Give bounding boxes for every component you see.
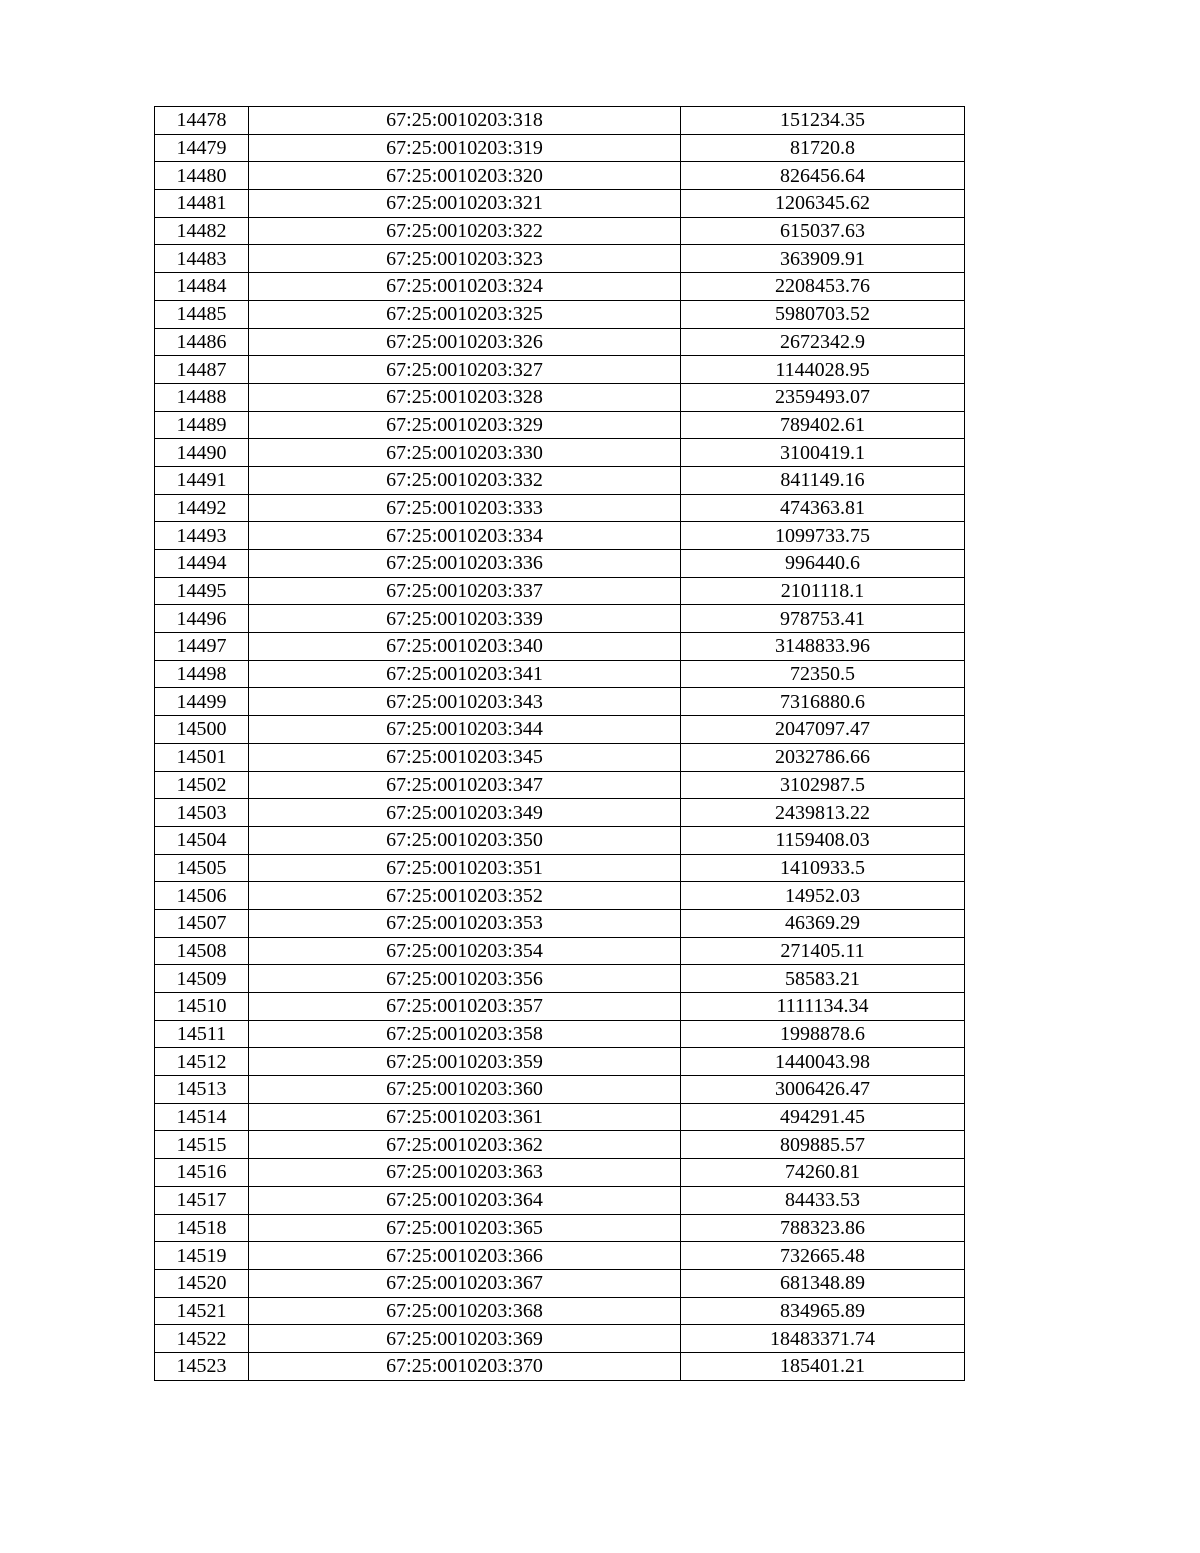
cadastral-number-cell: 67:25:0010203:339	[249, 605, 681, 633]
value-cell: 151234.35	[681, 107, 965, 135]
cadastral-number-cell: 67:25:0010203:337	[249, 577, 681, 605]
cadastral-number-cell: 67:25:0010203:357	[249, 993, 681, 1021]
value-cell: 1111134.34	[681, 993, 965, 1021]
value-cell: 72350.5	[681, 660, 965, 688]
cadastral-number-cell: 67:25:0010203:341	[249, 660, 681, 688]
cadastral-number-cell: 67:25:0010203:354	[249, 937, 681, 965]
value-cell: 3148833.96	[681, 633, 965, 661]
cadastral-number-cell: 67:25:0010203:318	[249, 107, 681, 135]
value-cell: 2047097.47	[681, 716, 965, 744]
cadastral-number-cell: 67:25:0010203:327	[249, 356, 681, 384]
table-row	[155, 1325, 965, 1353]
row-number-cell: 14492	[155, 494, 249, 522]
cadastral-number-cell: 67:25:0010203:332	[249, 466, 681, 494]
table-row	[155, 993, 965, 1021]
cadastral-number-cell: 67:25:0010203:367	[249, 1269, 681, 1297]
cadastral-number-cell: 67:25:0010203:323	[249, 245, 681, 273]
value-cell: 363909.91	[681, 245, 965, 273]
cadastral-number-cell: 67:25:0010203:350	[249, 826, 681, 854]
table-row	[155, 494, 965, 522]
table-row	[155, 466, 965, 494]
value-cell: 58583.21	[681, 965, 965, 993]
cadastral-number-cell: 67:25:0010203:358	[249, 1020, 681, 1048]
cadastral-number-cell: 67:25:0010203:347	[249, 771, 681, 799]
cadastral-number-cell: 67:25:0010203:366	[249, 1242, 681, 1270]
row-number-cell: 14481	[155, 190, 249, 218]
row-number-cell: 14503	[155, 799, 249, 827]
table-row	[155, 1048, 965, 1076]
cadastral-number-cell: 67:25:0010203:356	[249, 965, 681, 993]
cadastral-number-cell: 67:25:0010203:330	[249, 439, 681, 467]
value-cell: 681348.89	[681, 1269, 965, 1297]
table-row	[155, 550, 965, 578]
value-cell: 3100419.1	[681, 439, 965, 467]
value-cell: 7316880.6	[681, 688, 965, 716]
table-body	[155, 107, 965, 1381]
cadastral-number-cell: 67:25:0010203:336	[249, 550, 681, 578]
row-number-cell: 14518	[155, 1214, 249, 1242]
row-number-cell: 14499	[155, 688, 249, 716]
table-row	[155, 245, 965, 273]
cadastral-number-cell: 67:25:0010203:364	[249, 1186, 681, 1214]
cadastral-number-cell: 67:25:0010203:369	[249, 1325, 681, 1353]
cadastral-number-cell: 67:25:0010203:360	[249, 1076, 681, 1104]
row-number-cell: 14478	[155, 107, 249, 135]
table-row	[155, 383, 965, 411]
row-number-cell: 14512	[155, 1048, 249, 1076]
value-cell: 2359493.07	[681, 383, 965, 411]
cadastral-number-cell: 67:25:0010203:328	[249, 383, 681, 411]
cadastral-number-cell: 67:25:0010203:334	[249, 522, 681, 550]
row-number-cell: 14487	[155, 356, 249, 384]
value-cell: 46369.29	[681, 909, 965, 937]
value-cell: 1144028.95	[681, 356, 965, 384]
row-number-cell: 14489	[155, 411, 249, 439]
value-cell: 826456.64	[681, 162, 965, 190]
table-row	[155, 107, 965, 135]
cadastral-number-cell: 67:25:0010203:329	[249, 411, 681, 439]
row-number-cell: 14514	[155, 1103, 249, 1131]
value-cell: 2208453.76	[681, 273, 965, 301]
row-number-cell: 14507	[155, 909, 249, 937]
value-cell: 84433.53	[681, 1186, 965, 1214]
cadastral-number-cell: 67:25:0010203:344	[249, 716, 681, 744]
row-number-cell: 14504	[155, 826, 249, 854]
cadastral-number-cell: 67:25:0010203:319	[249, 134, 681, 162]
table-row	[155, 439, 965, 467]
table-row	[155, 134, 965, 162]
table-row	[155, 411, 965, 439]
cadastral-number-cell: 67:25:0010203:333	[249, 494, 681, 522]
row-number-cell: 14495	[155, 577, 249, 605]
row-number-cell: 14509	[155, 965, 249, 993]
row-number-cell: 14497	[155, 633, 249, 661]
value-cell: 5980703.52	[681, 300, 965, 328]
row-number-cell: 14502	[155, 771, 249, 799]
cadastral-number-cell: 67:25:0010203:340	[249, 633, 681, 661]
cadastral-number-cell: 67:25:0010203:326	[249, 328, 681, 356]
value-cell: 2101118.1	[681, 577, 965, 605]
value-cell: 2439813.22	[681, 799, 965, 827]
table-row	[155, 1103, 965, 1131]
table-row	[155, 1297, 965, 1325]
value-cell: 615037.63	[681, 217, 965, 245]
cadastral-number-cell: 67:25:0010203:322	[249, 217, 681, 245]
row-number-cell: 14521	[155, 1297, 249, 1325]
table-row	[155, 633, 965, 661]
cadastral-number-cell: 67:25:0010203:363	[249, 1159, 681, 1187]
table-row	[155, 1076, 965, 1104]
cadastral-number-cell: 67:25:0010203:351	[249, 854, 681, 882]
cadastral-number-cell: 67:25:0010203:352	[249, 882, 681, 910]
value-cell: 2032786.66	[681, 743, 965, 771]
value-cell: 978753.41	[681, 605, 965, 633]
cadastral-number-cell: 67:25:0010203:320	[249, 162, 681, 190]
cadastral-number-cell: 67:25:0010203:324	[249, 273, 681, 301]
value-cell: 996440.6	[681, 550, 965, 578]
row-number-cell: 14508	[155, 937, 249, 965]
row-number-cell: 14505	[155, 854, 249, 882]
row-number-cell: 14480	[155, 162, 249, 190]
row-number-cell: 14493	[155, 522, 249, 550]
cadastral-number-cell: 67:25:0010203:359	[249, 1048, 681, 1076]
table-row	[155, 882, 965, 910]
row-number-cell: 14494	[155, 550, 249, 578]
value-cell: 1998878.6	[681, 1020, 965, 1048]
cadastral-number-cell: 67:25:0010203:370	[249, 1352, 681, 1380]
table-row	[155, 1159, 965, 1187]
value-cell: 1410933.5	[681, 854, 965, 882]
table-row	[155, 799, 965, 827]
value-cell: 1440043.98	[681, 1048, 965, 1076]
table-row	[155, 1352, 965, 1380]
row-number-cell: 14500	[155, 716, 249, 744]
value-cell: 2672342.9	[681, 328, 965, 356]
row-number-cell: 14516	[155, 1159, 249, 1187]
value-cell: 494291.45	[681, 1103, 965, 1131]
table-row	[155, 660, 965, 688]
cadastral-number-cell: 67:25:0010203:349	[249, 799, 681, 827]
row-number-cell: 14520	[155, 1269, 249, 1297]
table-row	[155, 1242, 965, 1270]
value-cell: 732665.48	[681, 1242, 965, 1270]
row-number-cell: 14523	[155, 1352, 249, 1380]
value-cell: 81720.8	[681, 134, 965, 162]
cadastral-number-cell: 67:25:0010203:365	[249, 1214, 681, 1242]
row-number-cell: 14515	[155, 1131, 249, 1159]
row-number-cell: 14501	[155, 743, 249, 771]
value-cell: 3102987.5	[681, 771, 965, 799]
value-cell: 1099733.75	[681, 522, 965, 550]
table-row	[155, 854, 965, 882]
row-number-cell: 14498	[155, 660, 249, 688]
table-row	[155, 965, 965, 993]
table-row	[155, 716, 965, 744]
cadastral-number-cell: 67:25:0010203:321	[249, 190, 681, 218]
row-number-cell: 14485	[155, 300, 249, 328]
table-row	[155, 522, 965, 550]
table-row	[155, 1214, 965, 1242]
table-row	[155, 356, 965, 384]
value-cell: 18483371.74	[681, 1325, 965, 1353]
row-number-cell: 14519	[155, 1242, 249, 1270]
table-row	[155, 577, 965, 605]
cadastral-number-cell: 67:25:0010203:343	[249, 688, 681, 716]
table-row	[155, 1269, 965, 1297]
table-row	[155, 300, 965, 328]
table-row	[155, 190, 965, 218]
row-number-cell: 14491	[155, 466, 249, 494]
row-number-cell: 14510	[155, 993, 249, 1021]
value-cell: 809885.57	[681, 1131, 965, 1159]
row-number-cell: 14517	[155, 1186, 249, 1214]
cadastral-number-cell: 67:25:0010203:345	[249, 743, 681, 771]
table-row	[155, 1186, 965, 1214]
row-number-cell: 14496	[155, 605, 249, 633]
row-number-cell: 14483	[155, 245, 249, 273]
row-number-cell: 14506	[155, 882, 249, 910]
row-number-cell: 14482	[155, 217, 249, 245]
value-cell: 834965.89	[681, 1297, 965, 1325]
row-number-cell: 14513	[155, 1076, 249, 1104]
cadastral-number-cell: 67:25:0010203:325	[249, 300, 681, 328]
table-row	[155, 328, 965, 356]
table-row	[155, 771, 965, 799]
cadastral-number-cell: 67:25:0010203:353	[249, 909, 681, 937]
data-table	[154, 106, 965, 1381]
value-cell: 3006426.47	[681, 1076, 965, 1104]
table-row	[155, 1020, 965, 1048]
table-row	[155, 273, 965, 301]
row-number-cell: 14488	[155, 383, 249, 411]
table-row	[155, 826, 965, 854]
value-cell: 474363.81	[681, 494, 965, 522]
table-row	[155, 937, 965, 965]
value-cell: 1159408.03	[681, 826, 965, 854]
value-cell: 271405.11	[681, 937, 965, 965]
value-cell: 185401.21	[681, 1352, 965, 1380]
row-number-cell: 14486	[155, 328, 249, 356]
value-cell: 789402.61	[681, 411, 965, 439]
row-number-cell: 14484	[155, 273, 249, 301]
row-number-cell: 14479	[155, 134, 249, 162]
table-row	[155, 688, 965, 716]
value-cell: 841149.16	[681, 466, 965, 494]
table-row	[155, 909, 965, 937]
value-cell: 14952.03	[681, 882, 965, 910]
cadastral-number-cell: 67:25:0010203:368	[249, 1297, 681, 1325]
row-number-cell: 14511	[155, 1020, 249, 1048]
table-row	[155, 605, 965, 633]
row-number-cell: 14490	[155, 439, 249, 467]
table-row	[155, 743, 965, 771]
row-number-cell: 14522	[155, 1325, 249, 1353]
value-cell: 74260.81	[681, 1159, 965, 1187]
table-row	[155, 1131, 965, 1159]
cadastral-number-cell: 67:25:0010203:361	[249, 1103, 681, 1131]
cadastral-number-cell: 67:25:0010203:362	[249, 1131, 681, 1159]
table-row	[155, 162, 965, 190]
value-cell: 1206345.62	[681, 190, 965, 218]
table-row	[155, 217, 965, 245]
value-cell: 788323.86	[681, 1214, 965, 1242]
